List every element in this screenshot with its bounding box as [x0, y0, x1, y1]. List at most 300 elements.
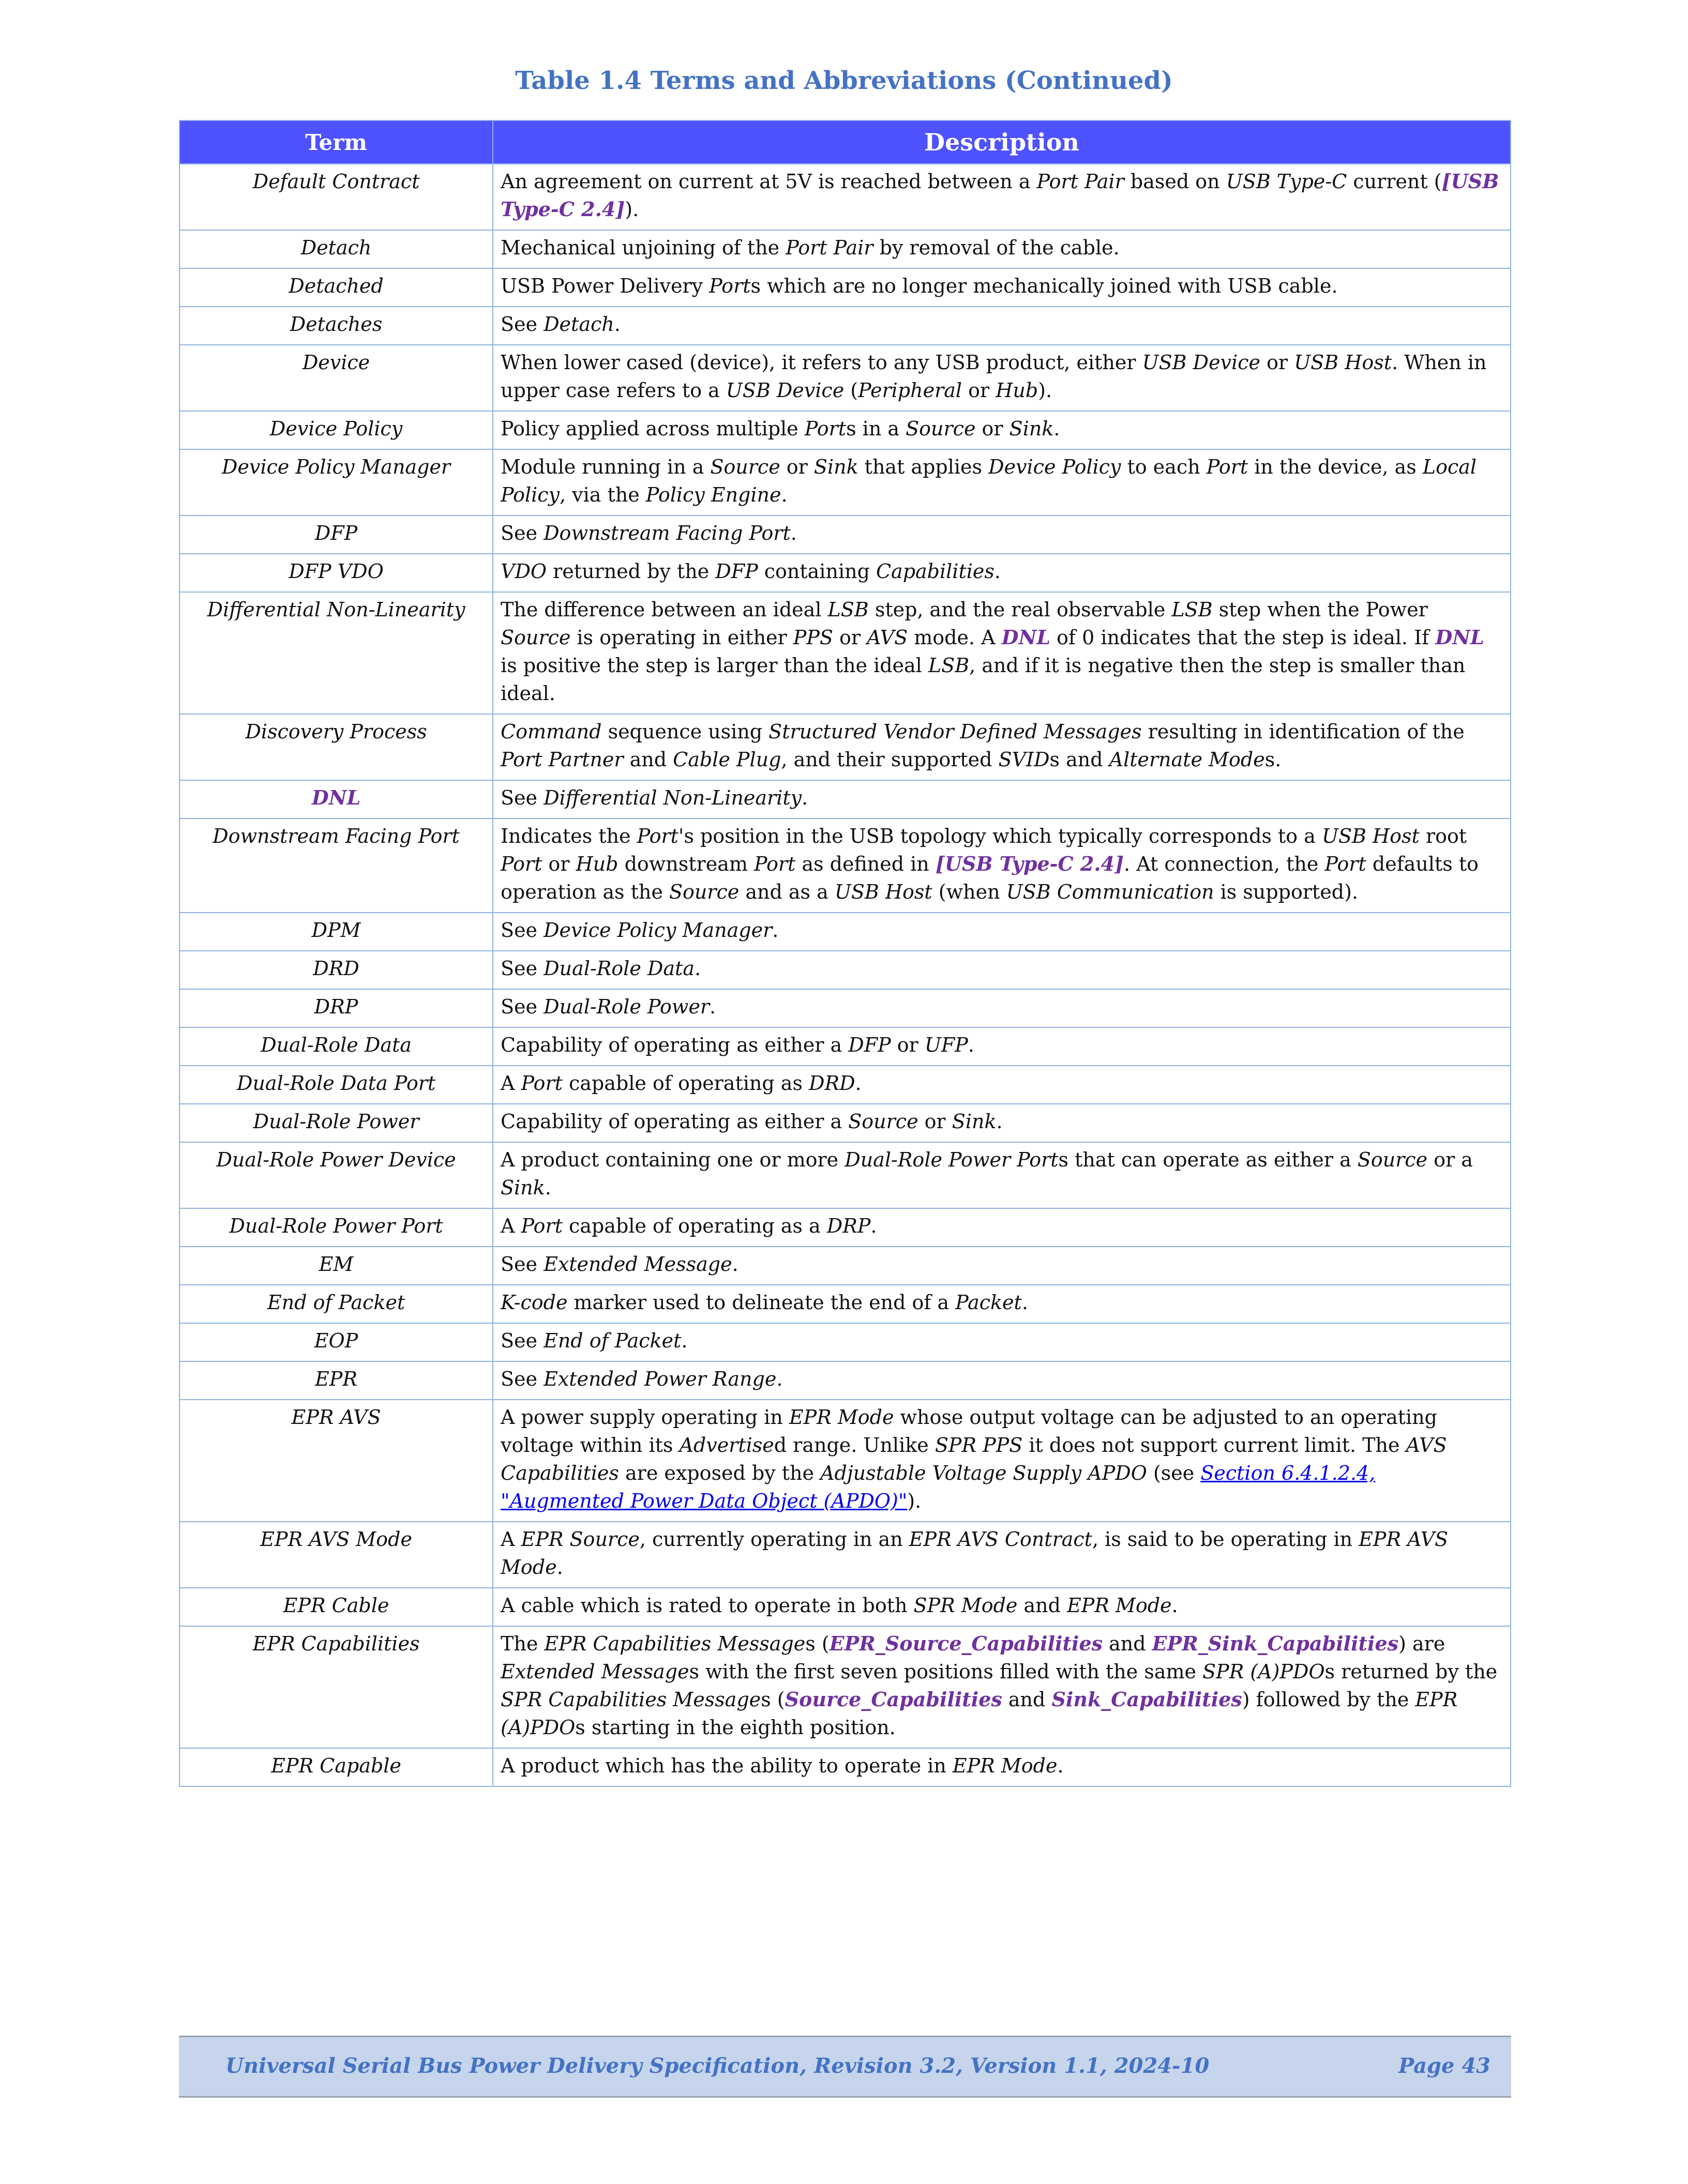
- terms-table: [179, 120, 1511, 1787]
- text-run: .: [732, 1253, 739, 1276]
- term-cell: Differential Non-Linearity: [179, 592, 493, 714]
- text-run: , and their supported: [781, 748, 999, 771]
- cross-reference-link[interactable]: Section 6.4.1.2.4, "Augmented Power Data Object (APDO)": [501, 1462, 1376, 1512]
- term-cell: EPR AVS: [179, 1400, 493, 1522]
- table-row: [179, 1066, 1511, 1104]
- text-run: .: [802, 786, 808, 809]
- term-cell: Dual-Role Data Port: [179, 1066, 493, 1104]
- defined-term: Packet: [955, 1291, 1022, 1314]
- defined-term: Local Policy: [501, 456, 1477, 506]
- text-run: .: [1171, 1594, 1178, 1617]
- description-cell: [493, 913, 1511, 951]
- term-cell: Dual-Role Data: [179, 1027, 493, 1066]
- term-cell: End of Packet: [179, 1285, 493, 1323]
- term-cell: EOP: [179, 1323, 493, 1361]
- footer-document-title: Universal Serial Bus Power Delivery Specification, Revision 3.2, Version 1.1, 2024-10: [225, 2054, 1210, 2078]
- description-cell: [493, 1400, 1511, 1522]
- text-run: See: [501, 1329, 544, 1352]
- description-cell: [493, 818, 1511, 913]
- cross-reference-link[interactable]: DNL: [1001, 626, 1051, 649]
- text-run: Module running in a: [501, 456, 711, 478]
- text-run: .: [709, 995, 716, 1018]
- term-cell: EPR Cable: [179, 1588, 493, 1626]
- table-row: [179, 1522, 1511, 1588]
- table-row: [179, 345, 1511, 411]
- text-run: (: [844, 379, 858, 402]
- defined-term: Port: [521, 1072, 563, 1095]
- defined-term: Extended Message: [544, 1253, 732, 1276]
- description-cell: [493, 989, 1511, 1027]
- defined-term: Sink: [501, 1176, 545, 1199]
- description-cell: [493, 1142, 1511, 1208]
- term-cell: Device Policy Manager: [179, 449, 493, 515]
- text-run: whose output voltage can be adjusted to an operating voltage within its: [501, 1406, 1438, 1457]
- term-cell: Detaches: [179, 307, 493, 345]
- defined-term: Dual-Role Data: [544, 957, 695, 980]
- defined-term: EPR Mode: [789, 1406, 894, 1429]
- defined-term: Capabilities: [876, 560, 994, 583]
- table-row: [179, 1027, 1511, 1066]
- text-run: ).: [907, 1490, 922, 1512]
- text-run: root: [1419, 825, 1467, 847]
- text-run: in the device, as: [1248, 456, 1423, 478]
- description-cell: [493, 1748, 1511, 1786]
- table-row: [179, 230, 1511, 268]
- text-run: A: [501, 1215, 521, 1237]
- text-run: .: [614, 313, 621, 336]
- text-run: s with the first seven positions filled with the same: [689, 1660, 1203, 1683]
- table-row: [179, 714, 1511, 780]
- defined-term: K-code: [501, 1291, 568, 1314]
- text-run: mode. A: [908, 626, 1002, 649]
- text-run: based on: [1124, 170, 1226, 193]
- term-cell: Device: [179, 345, 493, 411]
- text-run: Indicates the: [501, 825, 637, 847]
- text-run: Policy applied across multiple: [501, 417, 805, 440]
- defined-term: Sink: [813, 456, 858, 478]
- description-cell: [493, 1588, 1511, 1626]
- text-run: step, and the real observable: [868, 598, 1172, 621]
- text-run: Capability of operating as either a: [501, 1110, 849, 1133]
- text-run: ) followed by the: [1242, 1688, 1415, 1711]
- defined-term: Port: [637, 825, 679, 847]
- text-run: resulting in identification of the: [1141, 720, 1465, 743]
- term-cell: EPR Capable: [179, 1748, 493, 1786]
- table-row: [179, 1247, 1511, 1285]
- page-footer: [179, 2036, 1511, 2098]
- description-cell: [493, 345, 1511, 411]
- defined-term: AVS Capabilities: [501, 1434, 1447, 1484]
- defined-term: Source: [669, 881, 740, 903]
- defined-term: USB Host: [1294, 351, 1392, 374]
- text-run: or: [918, 1110, 952, 1133]
- table-row: [179, 1588, 1511, 1626]
- text-run: .: [781, 483, 788, 506]
- defined-term: Differential Non-Linearity: [544, 786, 802, 809]
- defined-term: Hub: [996, 379, 1038, 402]
- defined-term: USB Communication: [1006, 881, 1214, 903]
- text-run: and as a: [739, 881, 835, 903]
- defined-term: SPR Capabilities Message: [501, 1688, 761, 1711]
- text-run: capable of operating as a: [562, 1215, 827, 1237]
- defined-term: Source: [1357, 1148, 1428, 1171]
- text-run: Capability of operating as either a: [501, 1034, 849, 1056]
- text-run: .: [545, 1176, 551, 1199]
- text-run: sequence using: [601, 720, 769, 743]
- defined-term: Port Pair: [1036, 170, 1124, 193]
- description-cell: [493, 515, 1511, 554]
- text-run: See: [501, 1253, 544, 1276]
- table-row: [179, 913, 1511, 951]
- description-cell: [493, 1247, 1511, 1285]
- text-run: s and: [1049, 748, 1109, 771]
- text-run: are exposed by the: [619, 1462, 821, 1484]
- table-row: [179, 1285, 1511, 1323]
- defined-term: Port: [753, 853, 796, 875]
- defined-term: USB Device: [1142, 351, 1261, 374]
- defined-term: Extended Message: [501, 1660, 689, 1683]
- defined-term: Advertise: [679, 1434, 774, 1457]
- defined-term: Command: [501, 720, 602, 743]
- table-row: [179, 164, 1511, 230]
- cross-reference-link[interactable]: DNL: [1435, 626, 1484, 649]
- description-cell: [493, 307, 1511, 345]
- text-run: , currently operating in an: [639, 1528, 909, 1551]
- text-run: is operating in either: [570, 626, 793, 649]
- term-cell: Detach: [179, 230, 493, 268]
- table-row: [179, 307, 1511, 345]
- defined-term: SPR PPS: [935, 1434, 1023, 1457]
- table-title: Table 1.4 Terms and Abbreviations (Continued): [515, 66, 1173, 95]
- text-run: Mechanical unjoining of the: [501, 236, 786, 259]
- table-row: [179, 268, 1511, 307]
- table-row: [179, 1626, 1511, 1748]
- text-run: A: [501, 1528, 521, 1551]
- description-cell: [493, 449, 1511, 515]
- text-run: or: [962, 379, 996, 402]
- text-run: ).: [625, 198, 639, 221]
- defined-term: Port: [709, 275, 751, 297]
- text-run: .: [994, 560, 1001, 583]
- defined-term: End of Packet: [544, 1329, 682, 1352]
- text-run: s starting in the eighth position.: [575, 1716, 896, 1739]
- text-run: or a: [1427, 1148, 1473, 1171]
- table-row: [179, 1208, 1511, 1247]
- text-run: s that can operate as either a: [1058, 1148, 1358, 1171]
- defined-term: EPR AVS Mode: [501, 1528, 1449, 1579]
- description-cell: [493, 164, 1511, 230]
- text-run: (when: [932, 881, 1006, 903]
- defined-term: Downstream Facing Port: [544, 522, 791, 544]
- text-run: by removal of the cable.: [873, 236, 1120, 259]
- term-cell: Discovery Process: [179, 714, 493, 780]
- text-run: A product which has the ability to operate in: [501, 1754, 953, 1777]
- description-cell: [493, 1208, 1511, 1247]
- term-cell: DFP: [179, 515, 493, 554]
- table-header-row: [179, 120, 1511, 164]
- text-run: .: [870, 1215, 877, 1237]
- description-cell: [493, 230, 1511, 268]
- text-run: .: [1021, 1291, 1028, 1314]
- defined-term: DFP: [715, 560, 758, 583]
- defined-term: USB Host: [1322, 825, 1420, 847]
- cross-reference-link[interactable]: [USB Type-C 2.4]: [501, 170, 1499, 221]
- defined-term: LSB: [827, 598, 869, 621]
- defined-term: EPR (A)PDO: [501, 1688, 1458, 1739]
- footer-page-number: Page 43: [1398, 2054, 1490, 2078]
- text-run: s which are no longer mechanically joined with USB cable.: [750, 275, 1338, 297]
- text-run: .: [776, 1368, 783, 1390]
- description-cell: [493, 1361, 1511, 1400]
- defined-term: SPR (A)PDO: [1202, 1660, 1325, 1683]
- cross-reference-link[interactable]: [USB Type-C 2.4]: [935, 852, 1124, 875]
- text-run: .: [790, 522, 797, 544]
- defined-term: Port: [804, 417, 847, 440]
- defined-term: Port Partner: [501, 748, 624, 771]
- defined-term: Detach: [544, 313, 614, 336]
- text-run: .: [694, 957, 701, 980]
- defined-term: Peripheral: [858, 379, 962, 402]
- description-cell: [493, 554, 1511, 592]
- table-row: [179, 554, 1511, 592]
- text-run: that applies: [858, 456, 989, 478]
- term-cell: EM: [179, 1247, 493, 1285]
- text-run: returned by the: [547, 560, 716, 583]
- text-run: .: [996, 1110, 1003, 1133]
- term-cell: EPR AVS Mode: [179, 1522, 493, 1588]
- defined-term: Hub: [576, 853, 619, 875]
- cross-reference-link[interactable]: EPR_Source_Capabilities: [829, 1632, 1103, 1655]
- text-run: .: [681, 1329, 688, 1352]
- term-cell: Default Contract: [179, 164, 493, 230]
- text-run: step when the Power: [1212, 598, 1428, 621]
- term-cell: Dual-Role Power Device: [179, 1142, 493, 1208]
- defined-term: AVS: [867, 626, 908, 649]
- defined-term: Dual-Role Power: [544, 995, 710, 1018]
- text-run: USB Power Delivery: [501, 275, 710, 297]
- text-run: .: [556, 1556, 563, 1579]
- defined-term: Sink: [952, 1110, 997, 1133]
- term-cell: DFP VDO: [179, 554, 493, 592]
- description-cell: [493, 951, 1511, 989]
- text-run: to each: [1121, 456, 1207, 478]
- table-row: [179, 989, 1511, 1027]
- text-run: The: [501, 1632, 545, 1655]
- description-cell: [493, 1027, 1511, 1066]
- table-row: [179, 411, 1511, 449]
- text-run: containing: [758, 560, 876, 583]
- text-run: See: [501, 995, 544, 1018]
- text-run: d range. Unlike: [774, 1434, 935, 1457]
- text-run: An agreement on current at 5V is reached between a: [501, 170, 1037, 193]
- text-run: See: [501, 919, 544, 942]
- defined-term: Cable Plug: [673, 748, 781, 771]
- text-run: s.: [1264, 748, 1282, 771]
- text-run: s returned by the: [1324, 1660, 1498, 1683]
- defined-term: DRP: [826, 1215, 871, 1237]
- description-cell: [493, 268, 1511, 307]
- text-run: ) are: [1398, 1632, 1445, 1655]
- text-run: See: [501, 1368, 544, 1390]
- table-row: [179, 1323, 1511, 1361]
- text-run: or: [780, 456, 814, 478]
- defined-term: USB Device: [726, 379, 845, 402]
- table-row: [179, 1748, 1511, 1786]
- table-row: [179, 951, 1511, 989]
- text-run: as defined in: [795, 853, 936, 875]
- defined-term: LSB: [1171, 598, 1213, 621]
- text-run: .: [1053, 417, 1060, 440]
- defined-term: VDO: [501, 560, 547, 583]
- text-run: or: [542, 853, 576, 875]
- text-run: . At connection, the: [1124, 853, 1325, 875]
- text-run: See: [501, 957, 544, 980]
- term-cell-link[interactable]: DNL: [179, 780, 493, 818]
- defined-term: SVID: [998, 748, 1050, 771]
- text-run: .: [1057, 1754, 1064, 1777]
- defined-term: USB Host: [834, 881, 932, 903]
- description-cell: [493, 1626, 1511, 1748]
- defined-term: EPR Source: [521, 1528, 640, 1551]
- table-body: [179, 164, 1511, 1786]
- defined-term: Device Policy Manager: [544, 919, 773, 942]
- text-run: , via the: [559, 483, 646, 506]
- description-cell: [493, 1104, 1511, 1142]
- text-run: marker used to delineate the end of a: [567, 1291, 956, 1314]
- text-run: and: [1002, 1688, 1052, 1711]
- term-cell: DRP: [179, 989, 493, 1027]
- defined-term: Dual-Role Power Port: [845, 1148, 1059, 1171]
- table-row: [179, 449, 1511, 515]
- term-cell: DPM: [179, 913, 493, 951]
- defined-term: USB Type-C: [1226, 170, 1347, 193]
- text-run: or: [1260, 351, 1294, 374]
- table-row: [179, 515, 1511, 554]
- text-run: is positive the step is larger than the ideal: [501, 654, 928, 677]
- text-run: The difference between an ideal: [501, 598, 828, 621]
- text-run: .: [772, 919, 779, 942]
- text-run: is supported).: [1214, 881, 1359, 903]
- description-cell: [493, 1323, 1511, 1361]
- defined-term: Source: [710, 456, 780, 478]
- text-run: A cable which is rated to operate in both: [501, 1594, 914, 1617]
- description-cell: [493, 780, 1511, 818]
- defined-term: DFP: [848, 1034, 891, 1056]
- description-cell: [493, 1285, 1511, 1323]
- defined-term: Alternate Mode: [1109, 748, 1265, 771]
- defined-term: Port: [521, 1215, 563, 1237]
- defined-term: Extended Power Range: [544, 1368, 777, 1390]
- table-row: [179, 1104, 1511, 1142]
- defined-term: Structured Vendor Defined Messages: [768, 720, 1142, 743]
- table-row: [179, 1361, 1511, 1400]
- defined-term: Port Pair: [786, 236, 873, 259]
- text-run: downstream: [618, 853, 754, 875]
- text-run: , is said to be operating in: [1092, 1528, 1359, 1551]
- text-run: A: [501, 1072, 521, 1095]
- text-run: it does not support current limit. The: [1022, 1434, 1406, 1457]
- defined-term: UFP: [924, 1034, 968, 1056]
- cross-reference-link[interactable]: Sink_Capabilities: [1051, 1688, 1242, 1711]
- text-run: .: [968, 1034, 974, 1056]
- defined-term: Source: [906, 417, 976, 440]
- term-cell: Dual-Role Power: [179, 1104, 493, 1142]
- cross-reference-link[interactable]: EPR_Sink_Capabilities: [1152, 1632, 1399, 1655]
- text-run: and: [1103, 1632, 1152, 1655]
- defined-term: PPS: [793, 626, 833, 649]
- text-run: s (: [761, 1688, 785, 1711]
- defined-term: Device Policy: [988, 456, 1121, 478]
- defined-term: Port: [501, 853, 542, 875]
- text-run: . When in upper case refers to a: [501, 351, 1487, 402]
- table-row: [179, 818, 1511, 913]
- term-cell: DRD: [179, 951, 493, 989]
- defined-term: Port: [1324, 853, 1366, 875]
- text-run: 's position in the USB topology which typically corresponds to a: [678, 825, 1322, 847]
- defined-term: Port: [1206, 456, 1248, 478]
- text-run: ).: [1038, 379, 1052, 402]
- text-run: or: [891, 1034, 925, 1056]
- defined-term: Source: [848, 1110, 918, 1133]
- text-run: (see: [1147, 1462, 1201, 1484]
- description-cell: [493, 411, 1511, 449]
- term-cell: Device Policy: [179, 411, 493, 449]
- text-run: .: [855, 1072, 862, 1095]
- text-run: s (: [805, 1632, 830, 1655]
- term-cell: EPR: [179, 1361, 493, 1400]
- text-run: , and if it is negative then the step is smaller than ideal.: [501, 654, 1466, 705]
- defined-term: Policy Engine: [645, 483, 781, 506]
- defined-term: EPR Mode: [952, 1754, 1058, 1777]
- description-cell: [493, 1522, 1511, 1588]
- text-run: or: [975, 417, 1009, 440]
- defined-term: EPR Mode: [1067, 1594, 1172, 1617]
- defined-term: SPR Mode: [913, 1594, 1018, 1617]
- text-run: capable of operating as: [562, 1072, 809, 1095]
- table-row: [179, 1400, 1511, 1522]
- header-term: Term: [179, 120, 493, 164]
- text-run: See: [501, 786, 544, 809]
- table-row: [179, 780, 1511, 818]
- defined-term: EPR AVS Contract: [909, 1528, 1092, 1551]
- text-run: See: [501, 522, 544, 544]
- text-run: A product containing one or more: [501, 1148, 845, 1171]
- table-row: [179, 592, 1511, 714]
- text-run: A power supply operating in: [501, 1406, 789, 1429]
- text-run: current (: [1347, 170, 1442, 193]
- defined-term: DRD: [809, 1072, 855, 1095]
- term-cell: Downstream Facing Port: [179, 818, 493, 913]
- text-run: and: [1017, 1594, 1067, 1617]
- text-run: s in a: [846, 417, 906, 440]
- description-cell: [493, 592, 1511, 714]
- text-run: of 0 indicates that the step is ideal. If: [1050, 626, 1436, 649]
- description-cell: [493, 1066, 1511, 1104]
- defined-term: Adjustable Voltage Supply APDO: [820, 1462, 1147, 1484]
- header-description: Description: [493, 120, 1511, 164]
- defined-term: EPR Capabilities Message: [544, 1632, 806, 1655]
- text-run: defaults to operation as the: [501, 853, 1479, 903]
- term-cell: EPR Capabilities: [179, 1626, 493, 1748]
- term-cell: Detached: [179, 268, 493, 307]
- term-cell: Dual-Role Power Port: [179, 1208, 493, 1247]
- description-cell: [493, 714, 1511, 780]
- defined-term: LSB: [928, 654, 970, 677]
- text-run: See: [501, 313, 544, 336]
- text-run: or: [833, 626, 867, 649]
- text-run: and: [623, 748, 673, 771]
- cross-reference-link[interactable]: Source_Capabilities: [785, 1688, 1002, 1711]
